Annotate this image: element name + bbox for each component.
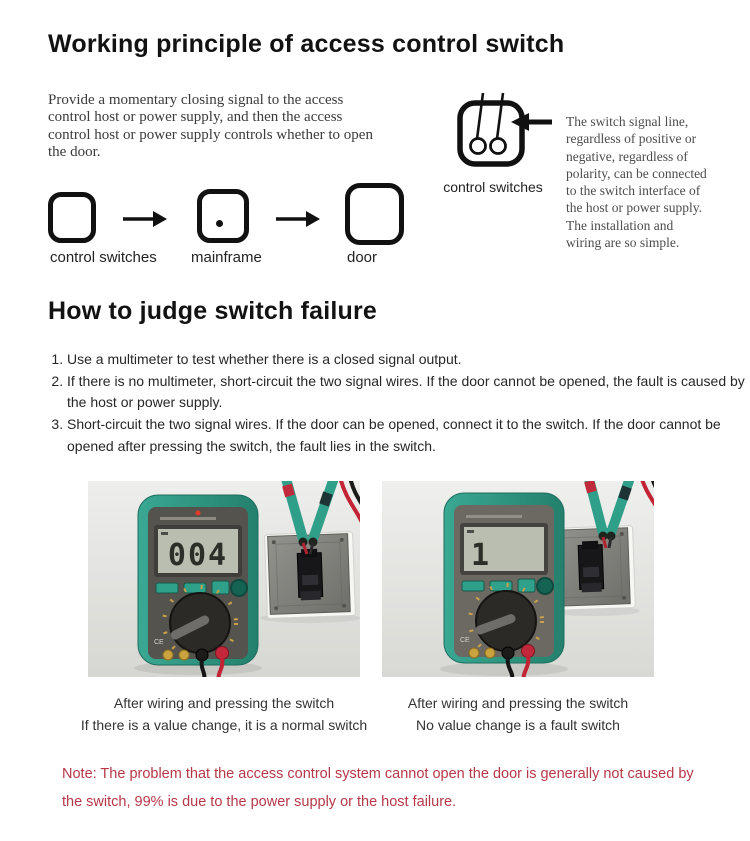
section-title-failure: How to judge switch failure	[48, 297, 378, 325]
failure-step: 1. Use a multimeter to test whether there is a closed signal output.	[67, 349, 750, 371]
switch-terminals-icon	[453, 92, 553, 174]
flow-item-label: control switches	[50, 249, 157, 266]
flow-item-label: mainframe	[191, 249, 262, 266]
flow-square-door	[345, 183, 404, 245]
note-text: Note: The problem that the access control system cannot open the door is generally not caused by the switch, 99% is due to the power supply or the host failure.	[62, 766, 694, 810]
multimeter	[138, 495, 258, 677]
failure-steps-list	[50, 349, 750, 457]
multimeter	[444, 493, 564, 677]
multimeter-test-photo-fault	[382, 481, 654, 677]
meter-display-value: 1	[470, 538, 490, 573]
failure-step: 2. If there is no multimeter, short-circuit the two signal wires. If the door cannot be opened, the fault is caused by the host or power supply.	[67, 371, 750, 414]
switch-icon-label: control switches	[443, 179, 543, 195]
flow-square-mainframe	[197, 189, 249, 243]
arrow-right-icon	[275, 205, 321, 238]
principle-description: Provide a momentary closing signal to the access control host or power supply, and then the access control host or power supply controls whether to open the door.	[48, 92, 373, 160]
caption-line: No value change is a fault switch	[416, 717, 620, 733]
mainframe-dot	[216, 220, 223, 227]
switch-terminals-icon-svg	[453, 92, 553, 174]
flow-item-label: door	[347, 249, 378, 266]
svg-text:CE: CE	[460, 637, 470, 644]
svg-text:CE: CE	[154, 639, 164, 646]
caption-line: After wiring and pressing the switch	[113, 695, 335, 711]
multimeter-test-photo-normal	[88, 481, 360, 677]
page-title: Working principle of access control switch	[48, 30, 565, 58]
flow-square-control-switches	[48, 192, 96, 243]
side-note-text: The switch signal line, regardless of positive or negative, regardless of polarity, can be connected to the switch interface of the host or power supply. The installation and wiring are so simple.	[566, 114, 707, 250]
photo-caption-fault	[358, 692, 678, 736]
meter-display-value: 004	[167, 538, 229, 573]
photo-caption-normal	[64, 692, 384, 736]
arrow-right-icon	[122, 205, 168, 238]
caption-line: If there is a value change, it is a normal switch	[80, 717, 368, 733]
failure-step: 3. Short-circuit the two signal wires. If the door can be opened, connect it to the switch. If the door cannot be opened after pressing the switch, the fault lies in the switch.	[67, 414, 750, 457]
caption-line: After wiring and pressing the switch	[407, 695, 629, 711]
